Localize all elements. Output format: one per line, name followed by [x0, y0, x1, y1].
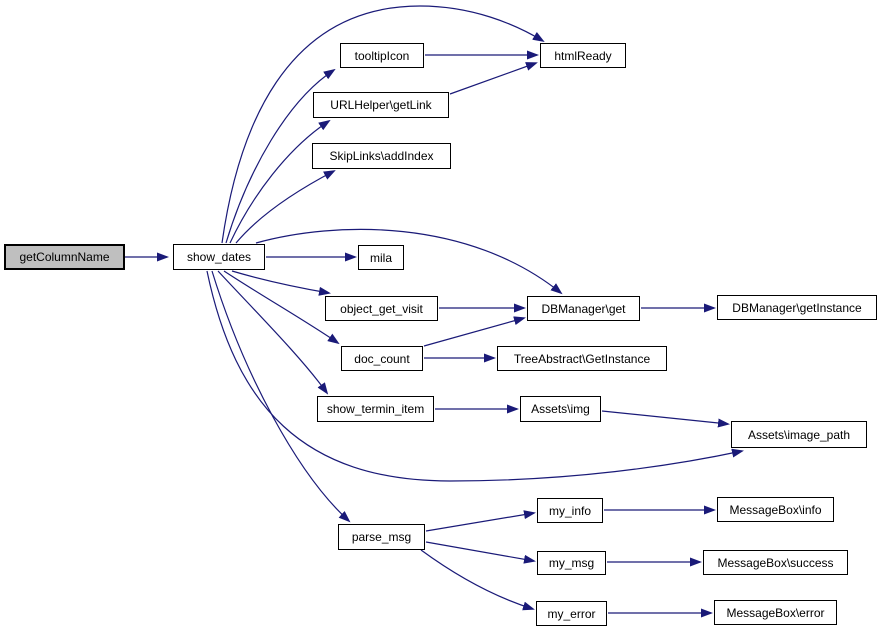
node-parse_msg[interactable]: parse_msg [338, 524, 425, 550]
node-getColumnName[interactable]: getColumnName [4, 244, 125, 270]
node-MessageBox_error[interactable]: MessageBox\error [714, 600, 837, 625]
node-my_info[interactable]: my_info [537, 498, 603, 523]
node-object_get_visit[interactable]: object_get_visit [325, 296, 438, 321]
node-MessageBox_info[interactable]: MessageBox\info [717, 497, 834, 522]
edge-show_dates-to-doc_count [224, 271, 338, 343]
node-DBManager_get[interactable]: DBManager\get [527, 296, 640, 321]
node-URLHelper_getLink[interactable]: URLHelper\getLink [313, 92, 449, 118]
node-DBManager_getInstance[interactable]: DBManager\getInstance [717, 295, 877, 320]
node-show_dates[interactable]: show_dates [173, 244, 265, 270]
edge-show_dates-to-show_termin_item [218, 271, 327, 393]
node-MessageBox_success[interactable]: MessageBox\success [703, 550, 848, 575]
node-TreeAbstract_GetInstance[interactable]: TreeAbstract\GetInstance [497, 346, 667, 371]
node-doc_count[interactable]: doc_count [341, 346, 423, 371]
node-Assets_img[interactable]: Assets\img [520, 396, 601, 422]
edge-show_dates-to-URLHelper_getLink [230, 121, 329, 243]
edge-show_dates-to-htmlReady [222, 6, 543, 243]
edge-parse_msg-to-my_error [421, 550, 533, 609]
edge-parse_msg-to-my_info [426, 513, 534, 531]
edge-URLHelper_getLink-to-htmlReady [450, 63, 536, 94]
node-mila[interactable]: mila [358, 245, 404, 270]
node-Assets_image_path[interactable]: Assets\image_path [731, 421, 867, 448]
node-my_msg[interactable]: my_msg [537, 551, 606, 575]
node-SkipLinks_addIndex[interactable]: SkipLinks\addIndex [312, 143, 451, 169]
edge-Assets_img-to-Assets_image_path [602, 411, 728, 424]
edge-show_dates-to-SkipLinks_addIndex [236, 171, 334, 243]
edge-show_dates-to-Assets_image_path [207, 271, 742, 481]
node-tooltipIcon[interactable]: tooltipIcon [340, 43, 424, 68]
node-my_error[interactable]: my_error [536, 601, 607, 626]
edge-doc_count-to-DBManager_get [424, 318, 524, 346]
edge-parse_msg-to-my_msg [426, 542, 534, 561]
node-show_termin_item[interactable]: show_termin_item [317, 396, 434, 422]
edge-show_dates-to-DBManager_get [256, 229, 561, 293]
node-htmlReady[interactable]: htmlReady [540, 43, 626, 68]
edge-show_dates-to-object_get_visit [232, 271, 329, 293]
